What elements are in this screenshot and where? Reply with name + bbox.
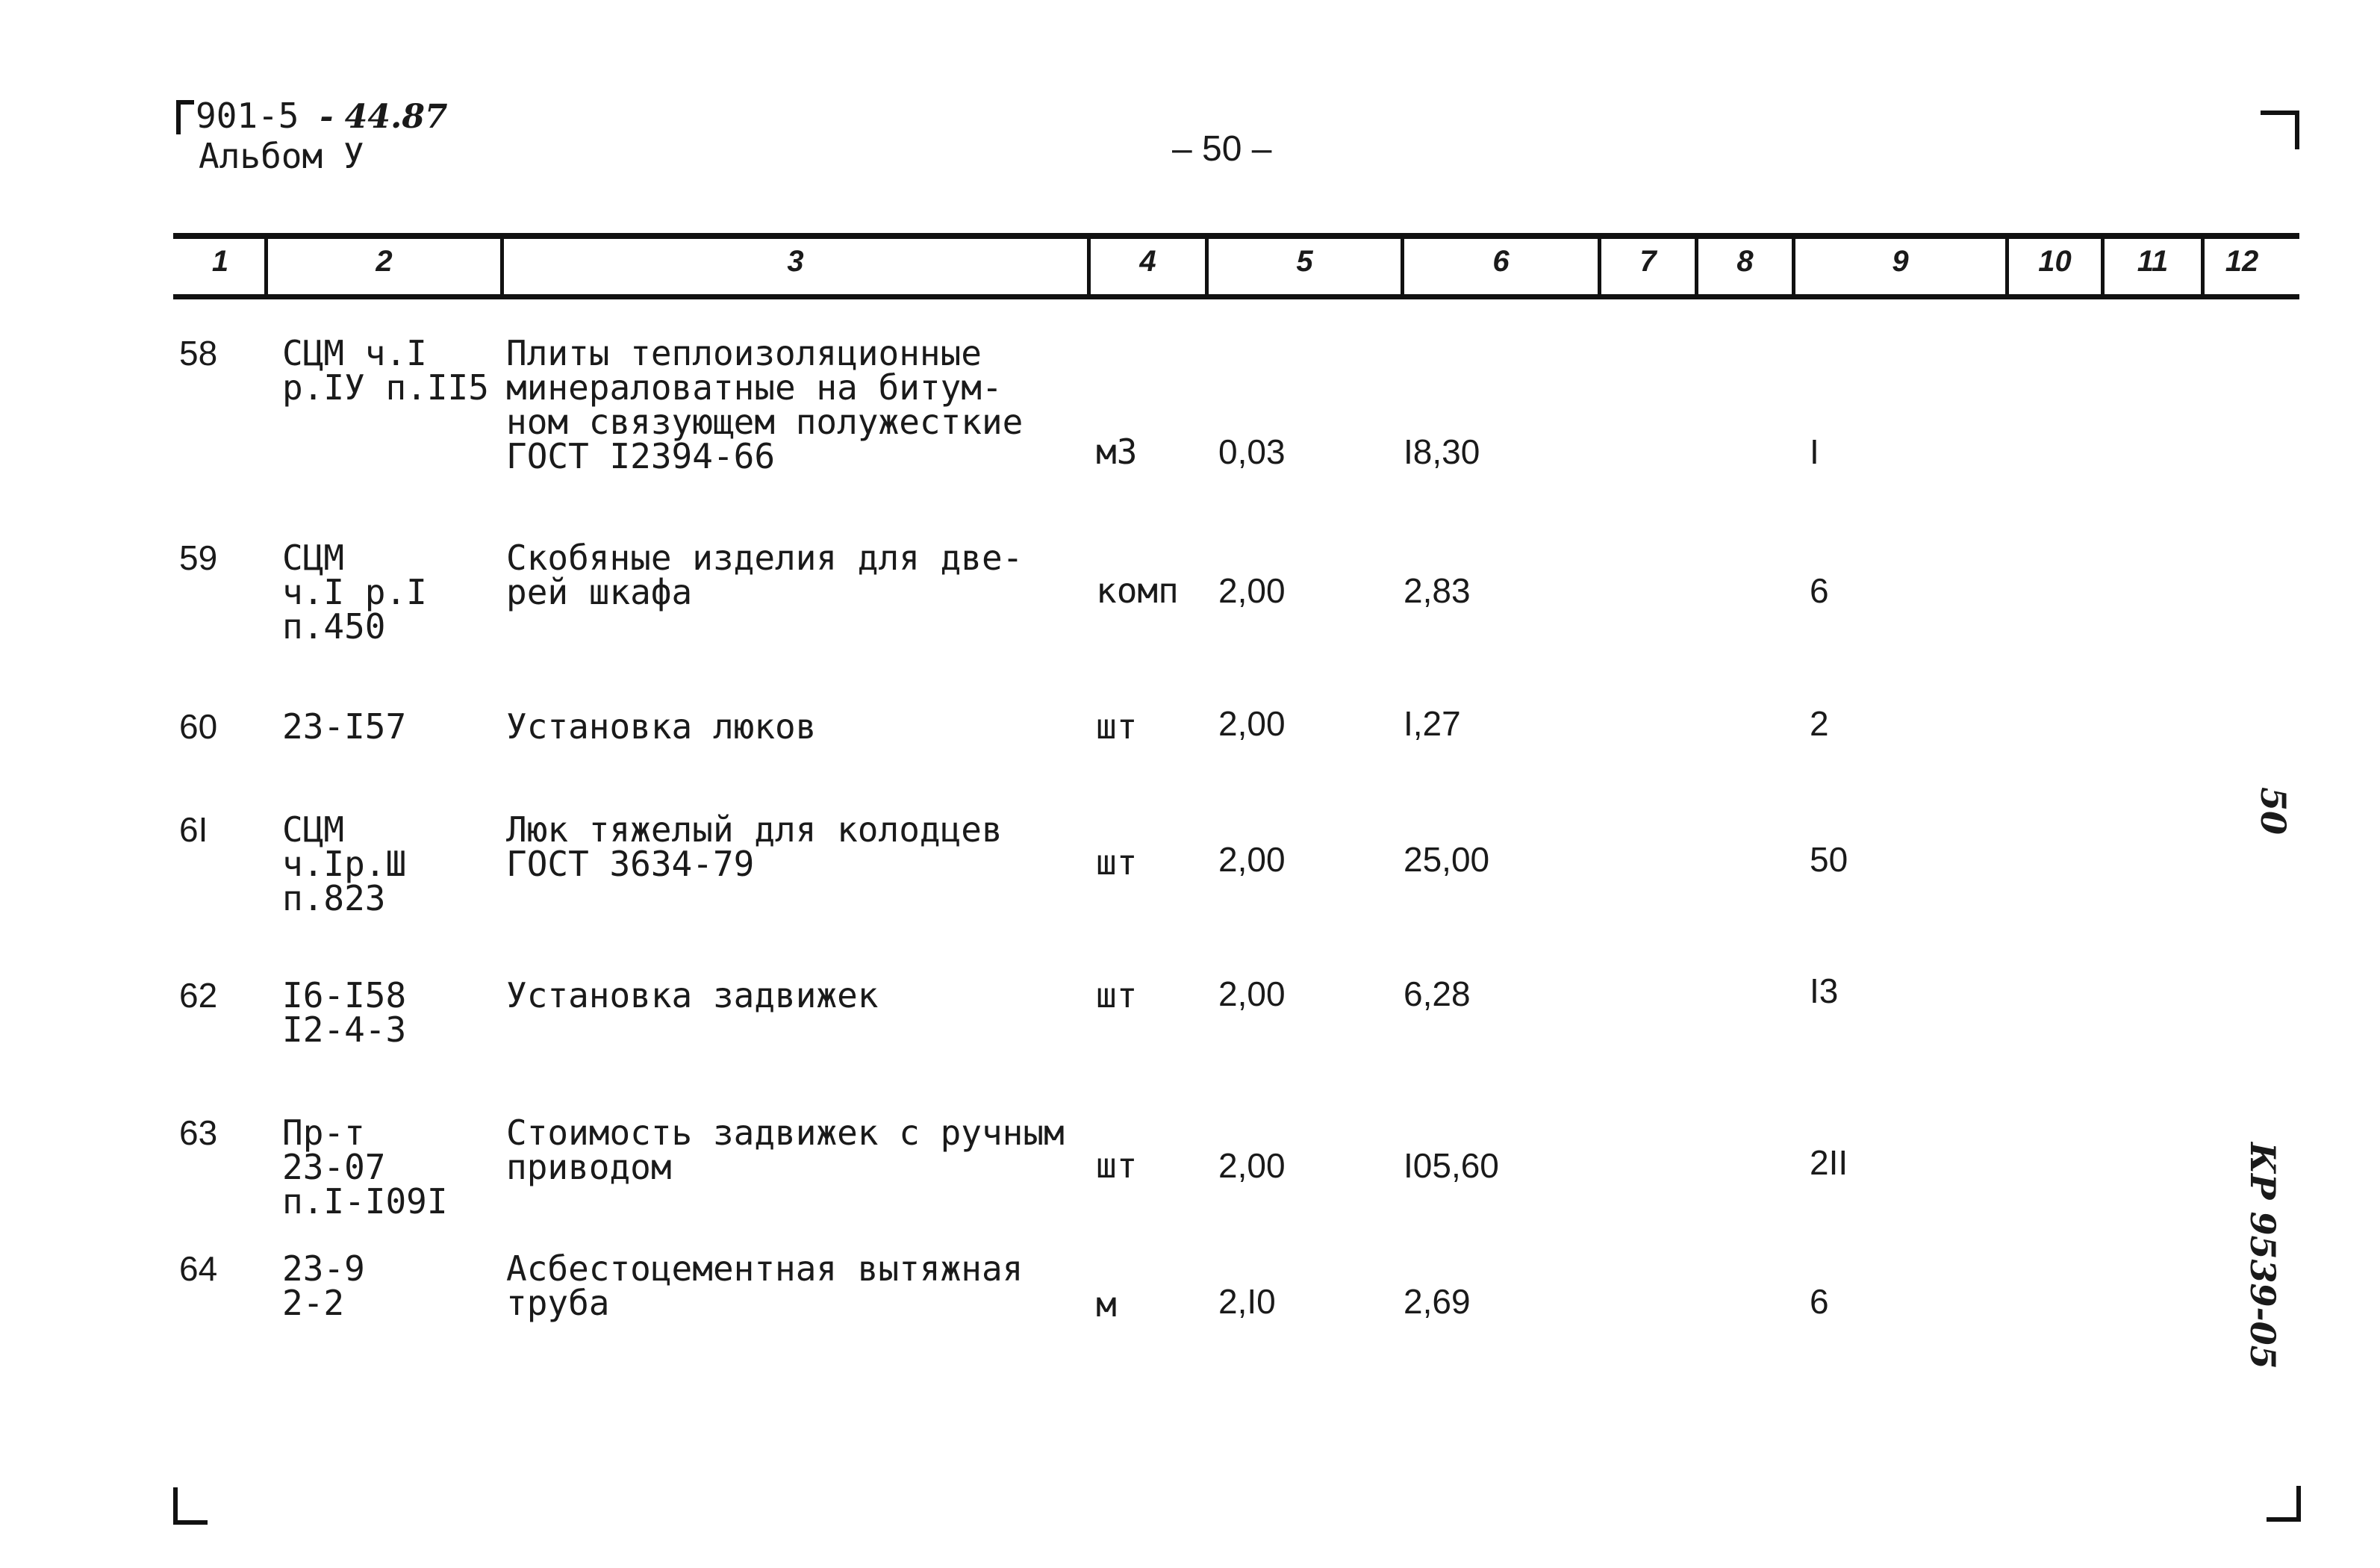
row-number: 59 xyxy=(179,538,218,577)
document-code-printed: 901-5 xyxy=(196,96,299,136)
column-number: 10 xyxy=(2038,245,2072,278)
row-number: 63 xyxy=(179,1113,218,1152)
row-quantity: 0,03 xyxy=(1218,432,1286,471)
row-quantity: 2,00 xyxy=(1218,1146,1286,1185)
row-reference: СЦМ ч.I р.I п.450 xyxy=(282,538,427,647)
row-description: Установка задвижек xyxy=(506,975,879,1015)
column-number: 11 xyxy=(2137,245,2169,278)
row-unit: м xyxy=(1096,1284,1117,1325)
row-description: Асбестоцементная вытяжная труба xyxy=(506,1248,1024,1323)
row-description: Плиты теплоизоляционные минераловатные на битум- ном связующем полужесткие ГОСТ I2394-66 xyxy=(506,333,1024,476)
row-description: Установка люков xyxy=(506,706,817,747)
row-reference: I6-I58 I2-4-3 xyxy=(282,975,407,1050)
header-rule-top xyxy=(173,233,2299,239)
row-description: Стоимость задвижек с ручным приводом xyxy=(506,1113,1065,1187)
corner-mark-bottom-left xyxy=(173,1487,208,1525)
row-total: I xyxy=(1810,432,1819,471)
row-description: Скобяные изделия для две- рей шкафа xyxy=(506,538,1024,612)
document-code xyxy=(196,96,448,136)
row-quantity: 2,00 xyxy=(1218,974,1286,1013)
row-unit-price: I,27 xyxy=(1404,704,1461,743)
row-total: 6 xyxy=(1810,571,1829,610)
row-reference: 23-9 2-2 xyxy=(282,1248,365,1323)
column-number: 8 xyxy=(1736,245,1754,278)
row-total: 6 xyxy=(1810,1282,1829,1321)
row-unit-price: I05,60 xyxy=(1404,1146,1499,1185)
row-number: 62 xyxy=(179,976,218,1015)
page-number: – 50 – xyxy=(1172,129,1272,169)
row-description: Люк тяжелый для колодцев ГОСТ 3634-79 xyxy=(506,809,1003,884)
row-quantity: 2,00 xyxy=(1218,840,1286,879)
column-number: 1 xyxy=(211,245,229,278)
album-title: Альбом У xyxy=(199,136,364,176)
column-number: 2 xyxy=(376,245,393,278)
margin-archive-code: КР 9539-05 xyxy=(2243,1142,2283,1369)
column-number: 7 xyxy=(1639,245,1657,278)
column-number: 5 xyxy=(1296,245,1313,278)
row-total: 2II xyxy=(1810,1143,1848,1182)
column-number: 4 xyxy=(1139,245,1156,278)
row-reference: 23-I57 xyxy=(282,706,407,747)
row-reference: СЦМ ч.Iр.Ш п.823 xyxy=(282,809,407,918)
row-reference: Пр-т 23-07 п.I-I09I xyxy=(282,1113,448,1222)
row-unit: шт xyxy=(1096,842,1138,883)
row-unit: шт xyxy=(1096,706,1138,747)
column-number: 9 xyxy=(1892,245,1909,278)
document-code-handwritten: - 44.87 xyxy=(320,98,448,136)
row-unit-price: 2,83 xyxy=(1404,571,1471,610)
row-number: 60 xyxy=(179,707,218,746)
row-unit: м3 xyxy=(1096,432,1138,472)
column-number: 6 xyxy=(1492,245,1510,278)
row-number: 6I xyxy=(179,810,208,849)
row-total: 2 xyxy=(1810,704,1829,743)
row-unit: шт xyxy=(1096,1145,1138,1186)
row-quantity: 2,I0 xyxy=(1218,1282,1276,1321)
row-unit-price: 2,69 xyxy=(1404,1282,1471,1321)
column-number: 3 xyxy=(787,245,804,278)
corner-mark-top-left xyxy=(176,100,194,134)
row-unit-price: I8,30 xyxy=(1404,432,1480,471)
row-quantity: 2,00 xyxy=(1218,571,1286,610)
row-unit: шт xyxy=(1096,975,1138,1015)
row-unit-price: 25,00 xyxy=(1404,840,1490,879)
page-number-value: 50 xyxy=(1202,129,1242,169)
margin-page-mark: 50 xyxy=(2253,787,2293,836)
row-number: 58 xyxy=(179,334,218,373)
row-unit-price: 6,28 xyxy=(1404,974,1471,1013)
corner-mark-bottom-right xyxy=(2267,1486,2301,1522)
row-quantity: 2,00 xyxy=(1218,704,1286,743)
row-total: 50 xyxy=(1810,840,1848,879)
row-total: I3 xyxy=(1810,971,1839,1010)
row-unit: комп xyxy=(1096,570,1179,611)
row-number: 64 xyxy=(179,1249,218,1288)
column-number: 12 xyxy=(2225,245,2259,278)
header-rule-bottom xyxy=(173,294,2299,299)
corner-mark-top-right xyxy=(2261,111,2299,149)
row-reference: СЦМ ч.I р.IУ п.II5 xyxy=(282,333,489,408)
